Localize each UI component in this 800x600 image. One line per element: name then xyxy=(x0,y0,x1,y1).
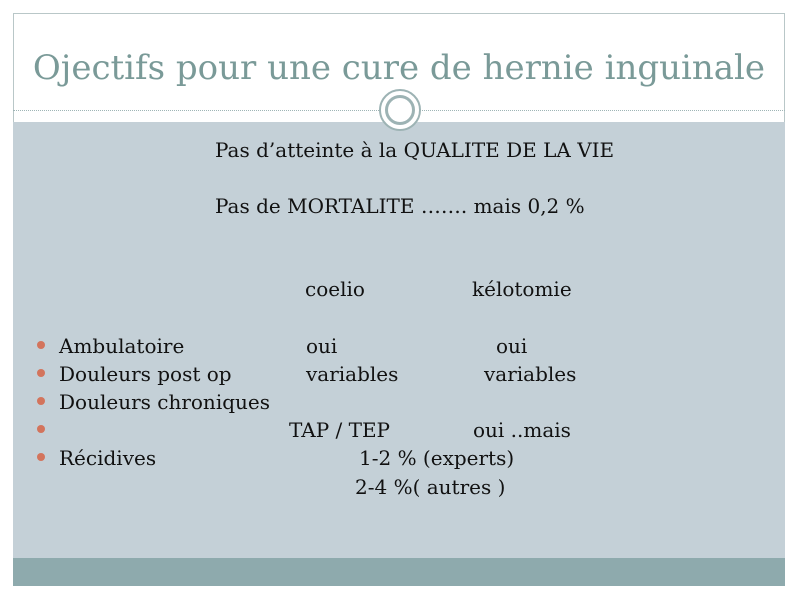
row-value-kelotomie: oui xyxy=(496,334,528,358)
column-header-kelotomie: kélotomie xyxy=(472,277,572,301)
ring-ornament-inner xyxy=(385,95,415,125)
column-header-coelio: coelio xyxy=(305,277,365,301)
row-label-ambulatoire: Ambulatoire xyxy=(59,334,185,358)
row-label-douleurs-post-op: Douleurs post op xyxy=(59,362,232,386)
row-value-coelio: TAP / TEP xyxy=(289,418,390,442)
mortality-line: Pas de MORTALITE ……. mais 0,2 % xyxy=(215,194,585,218)
bullet-icon xyxy=(37,425,45,433)
row-value-kelotomie: variables xyxy=(484,362,577,386)
bullet-icon xyxy=(37,369,45,377)
row-label-recidives: Récidives xyxy=(59,446,157,470)
row-value-coelio: variables xyxy=(306,362,399,386)
row-value-coelio: oui xyxy=(306,334,338,358)
row-value-recidives-experts: 1-2 % (experts) xyxy=(359,446,515,470)
row-value-recidives-autres: 2-4 %( autres ) xyxy=(355,475,506,499)
quality-line: Pas d’atteinte à la QUALITE DE LA VIE xyxy=(215,138,615,162)
row-label-douleurs-chroniques: Douleurs chroniques xyxy=(59,390,270,414)
bullet-icon xyxy=(37,341,45,349)
row-value-kelotomie: oui ..mais xyxy=(473,418,571,442)
slide-title: Ojectifs pour une cure de hernie inguinale xyxy=(32,48,766,88)
bullet-icon xyxy=(37,453,45,461)
bullet-icon xyxy=(37,397,45,405)
footer-bar xyxy=(13,558,785,586)
